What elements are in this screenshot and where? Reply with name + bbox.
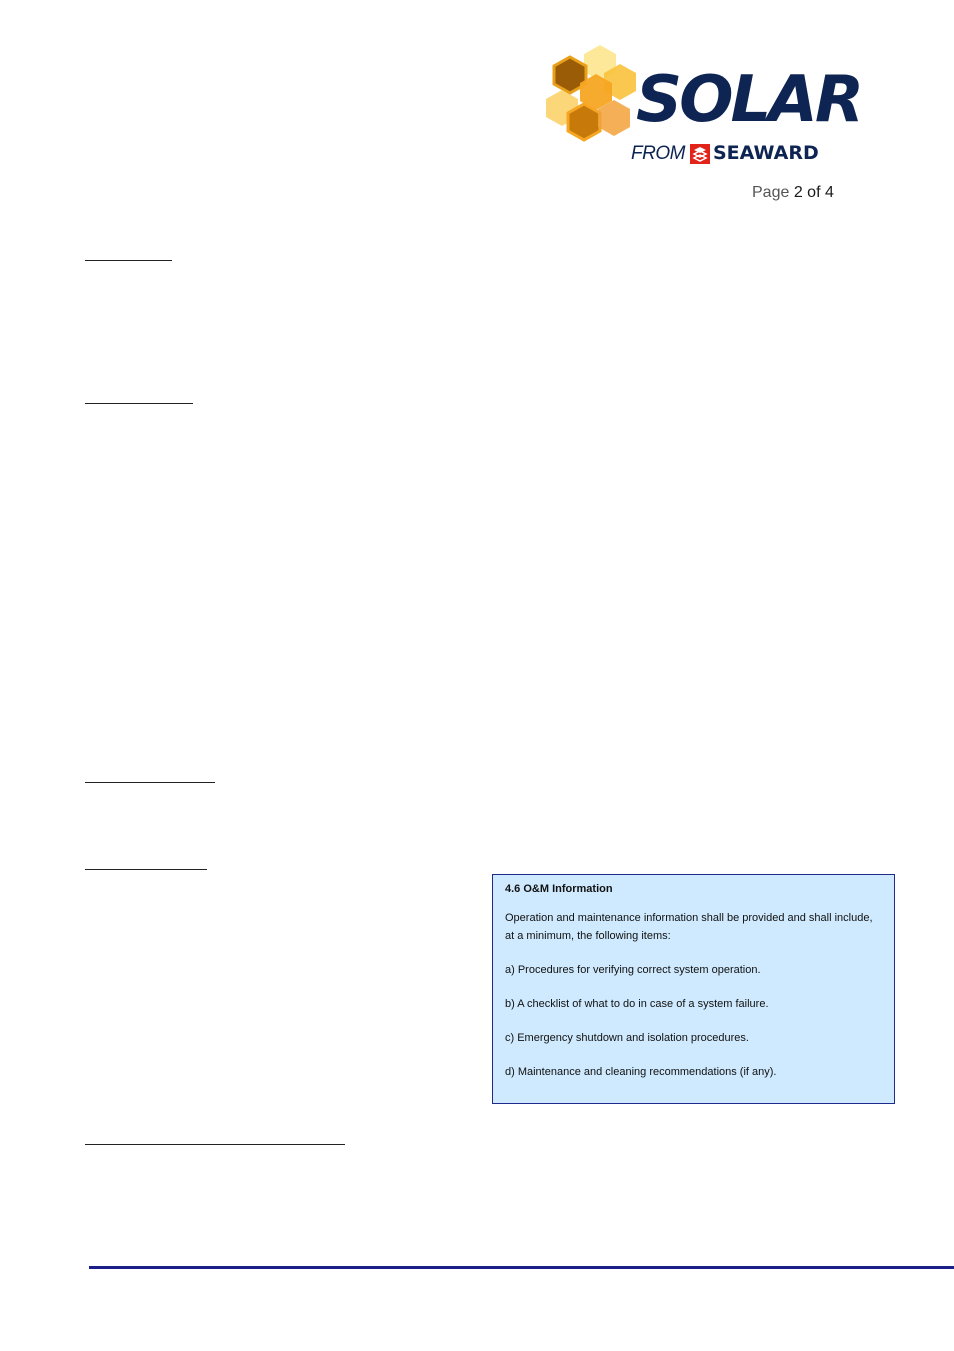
om-box-item: b) A checklist of what to do in case of a system failure. <box>505 998 769 1010</box>
logo-solar-text: SOLAR <box>636 63 862 137</box>
om-information-box <box>492 874 895 1104</box>
page-number: 2 of 4 <box>793 184 834 201</box>
logo-seaward-text: SEAWARD <box>713 142 819 164</box>
footer-rule <box>89 1266 954 1269</box>
seaward-mark-icon <box>690 144 710 164</box>
om-box-title: 4.6 O&M Information <box>505 883 613 895</box>
logo-from-text: FROM <box>631 143 685 164</box>
om-box-item: a) Procedures for verifying correct system operation. <box>505 964 761 976</box>
section-underline <box>85 403 193 404</box>
section-underline <box>85 782 215 783</box>
om-box-intro: Operation and maintenance information shall be provided and shall include, at a minimum, the following items: <box>505 912 873 942</box>
om-box-item: d) Maintenance and cleaning recommendations (if any). <box>505 1066 777 1078</box>
om-box-item: c) Emergency shutdown and isolation procedures. <box>505 1032 749 1044</box>
page-label: Page <box>752 184 790 201</box>
section-underline <box>85 1144 345 1145</box>
page-indicator <box>752 184 834 202</box>
honeycomb-hexagon-icon <box>540 40 650 155</box>
section-underline <box>85 260 172 261</box>
solar-from-seaward-logo <box>540 40 890 170</box>
section-underline <box>85 869 207 870</box>
